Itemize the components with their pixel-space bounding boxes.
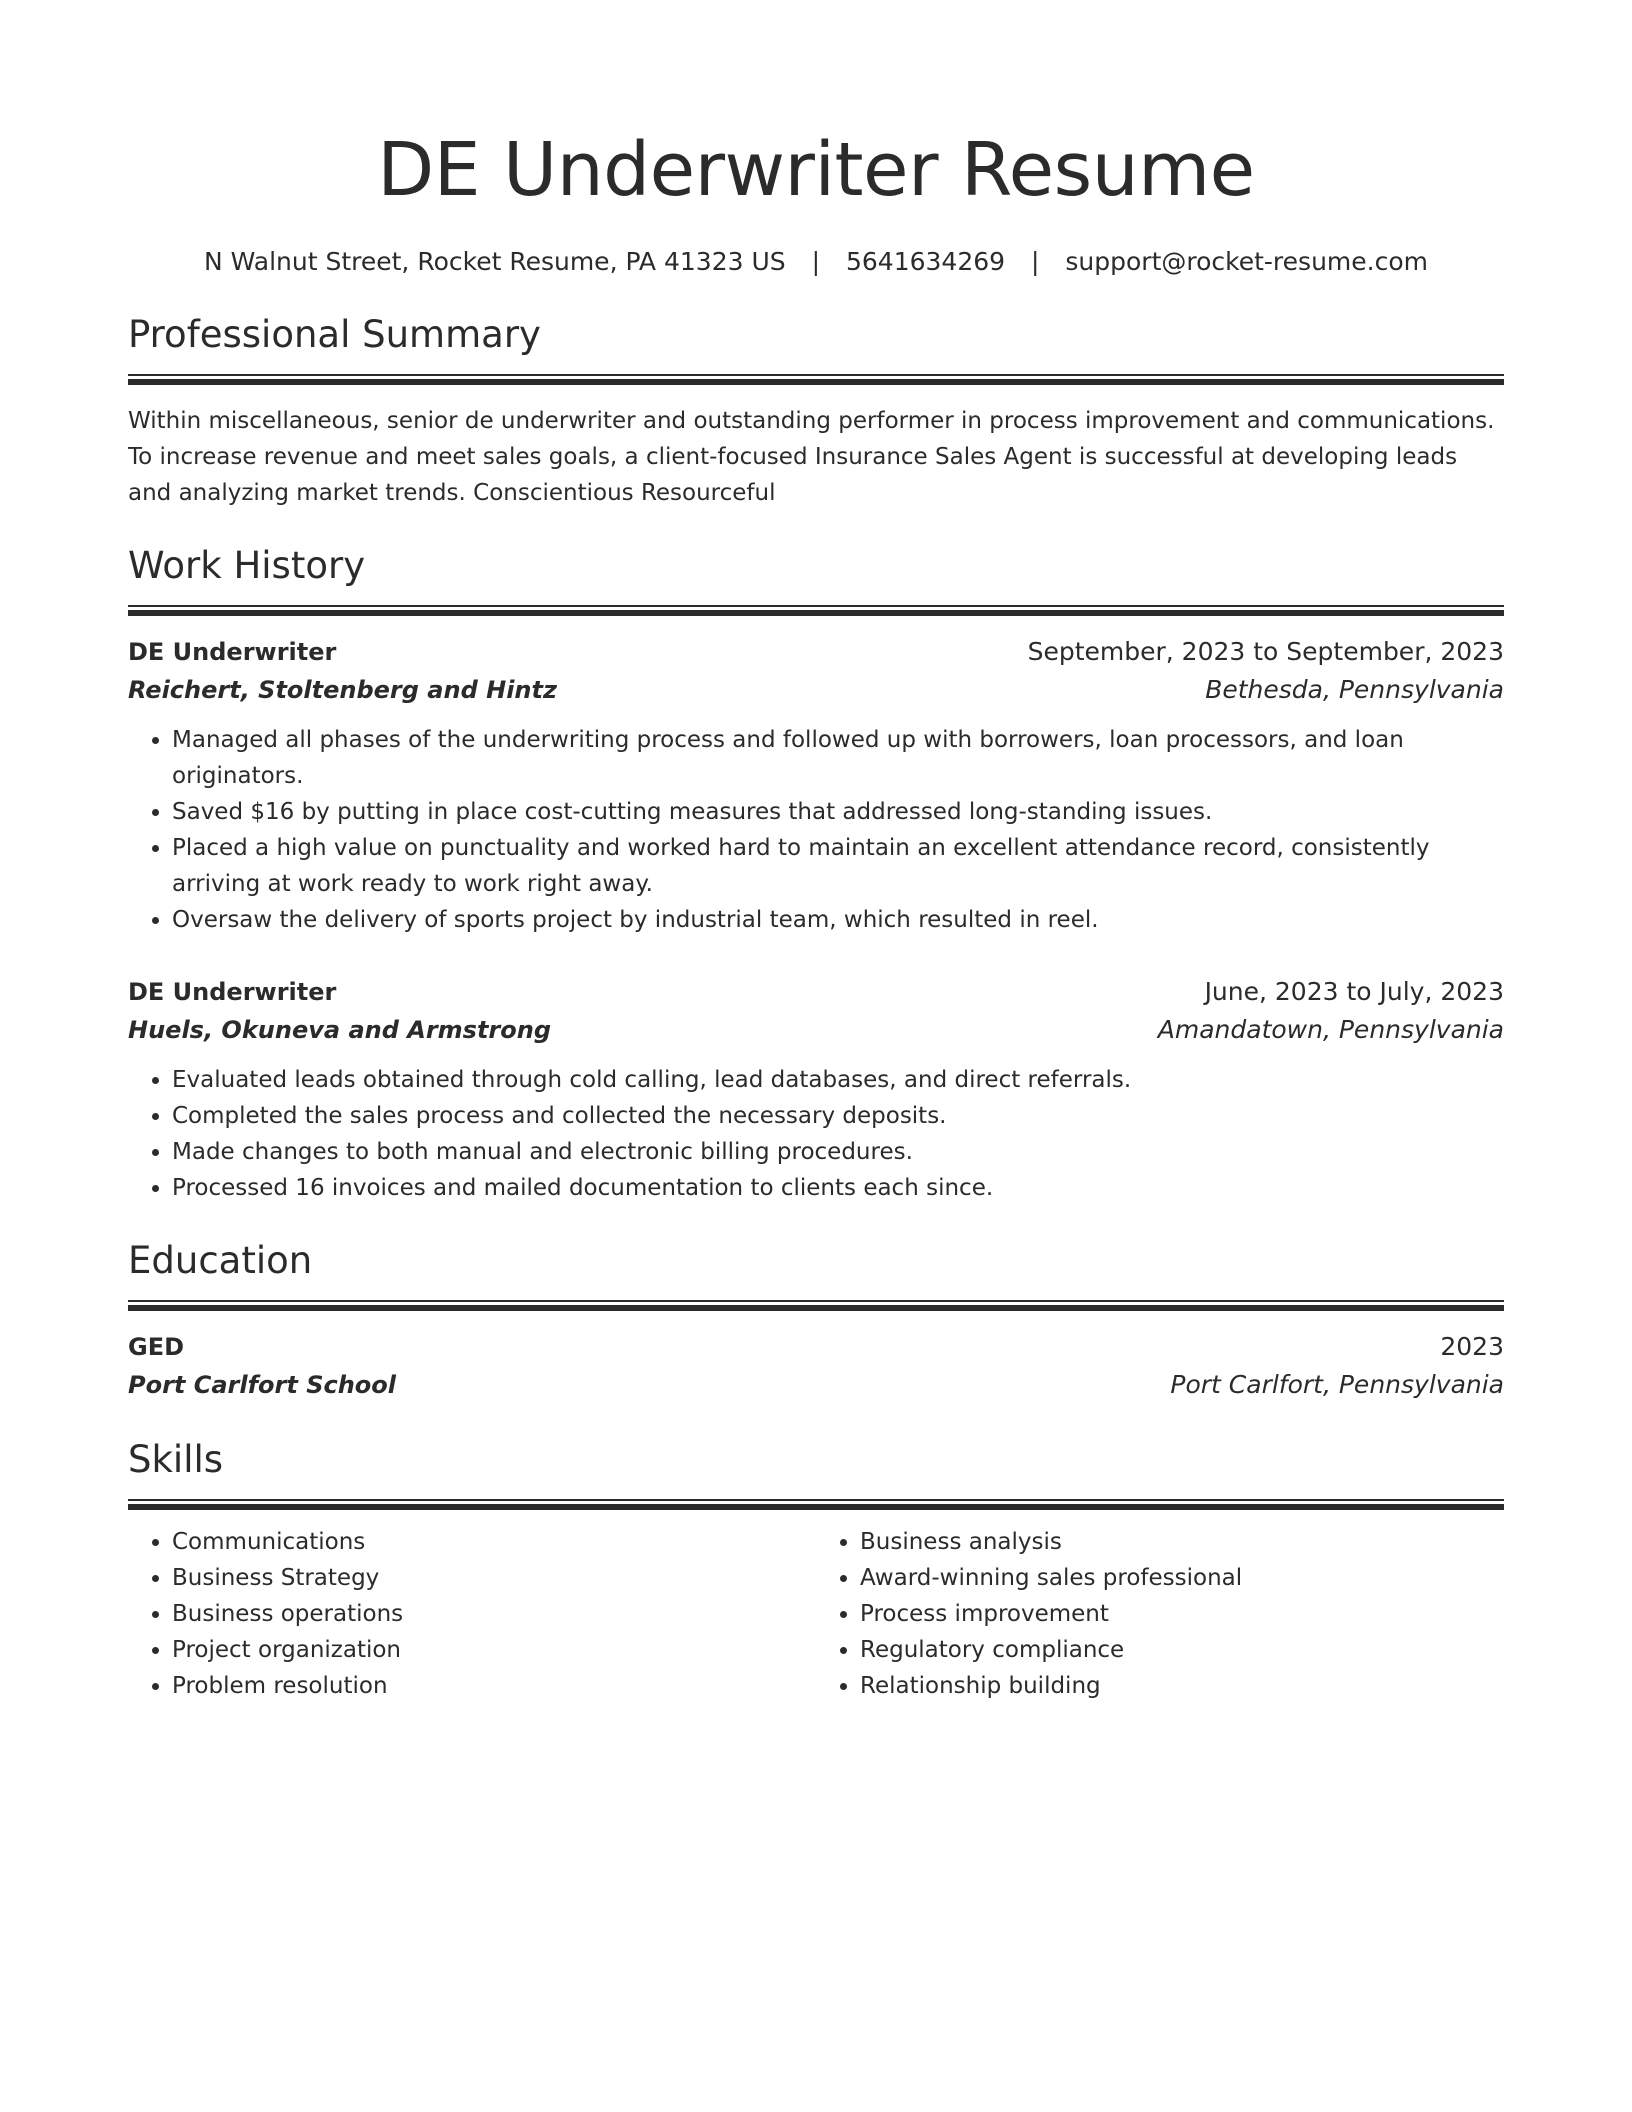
skill-item: • Communications bbox=[172, 1524, 816, 1560]
skill-item: • Project organization bbox=[172, 1632, 816, 1668]
job-location: Amandatown, Pennsylvania bbox=[1157, 1015, 1504, 1044]
skill-item: • Business operations bbox=[172, 1596, 816, 1632]
list-item: • Saved $16 by putting in place cost-cutting measures that addressed long-standing issues. bbox=[172, 794, 1504, 830]
education-school: Port Carlfort School bbox=[128, 1371, 397, 1399]
list-item: • Placed a high value on punctuality and worked hard to maintain an excellent attendance record, consistently arriving at work ready to work right away. bbox=[172, 830, 1504, 902]
list-item: • Completed the sales process and collected the necessary deposits. bbox=[172, 1098, 1504, 1134]
skill-item: • Relationship building bbox=[860, 1668, 1504, 1704]
skills-grid bbox=[128, 1524, 1504, 1704]
job-dates: June, 2023 to July, 2023 bbox=[1204, 977, 1504, 1006]
job-entry bbox=[128, 974, 1504, 1206]
job-title: DE Underwriter bbox=[128, 638, 337, 666]
summary-text: Within miscellaneous, senior de underwriter and outstanding performer in process improvement and communications. To increase revenue and meet sales goals, a client-focused Insurance Sales Agent is successful at developing leads and analyzing market trends. Conscientious Resourceful bbox=[128, 408, 1495, 506]
resume-title: DE Underwriter Resume bbox=[377, 127, 1255, 213]
education-year: 2023 bbox=[1440, 1332, 1504, 1361]
section-heading: Professional Summary bbox=[128, 313, 541, 356]
education-section bbox=[128, 1236, 1504, 1405]
contact-separator: | bbox=[811, 247, 821, 276]
professional-summary-section bbox=[128, 310, 1504, 511]
education-header-row bbox=[128, 1329, 1504, 1365]
section-divider bbox=[128, 374, 1504, 385]
skill-item: • Business Strategy bbox=[172, 1560, 816, 1596]
job-bullets bbox=[128, 1062, 1504, 1206]
skill-item: • Regulatory compliance bbox=[860, 1632, 1504, 1668]
skills-section bbox=[128, 1435, 1504, 1704]
contact-email: support@rocket-resume.com bbox=[1065, 247, 1428, 276]
skills-list-right bbox=[816, 1524, 1504, 1704]
list-item: • Made changes to both manual and electronic billing procedures. bbox=[172, 1134, 1504, 1170]
section-heading: Education bbox=[128, 1239, 313, 1282]
job-location: Bethesda, Pennsylvania bbox=[1205, 675, 1504, 704]
job-bullets bbox=[128, 722, 1504, 938]
section-divider bbox=[128, 1300, 1504, 1311]
section-heading: Skills bbox=[128, 1438, 224, 1481]
contact-phone: 5641634269 bbox=[845, 247, 1006, 276]
section-divider bbox=[128, 605, 1504, 616]
education-location: Port Carlfort, Pennsylvania bbox=[1170, 1370, 1504, 1399]
job-header-row bbox=[128, 634, 1504, 670]
job-company-row bbox=[128, 670, 1504, 710]
education-school-row bbox=[128, 1365, 1504, 1405]
skills-list-left bbox=[128, 1524, 816, 1704]
education-degree: GED bbox=[128, 1333, 185, 1361]
job-company: Huels, Okuneva and Armstrong bbox=[128, 1016, 552, 1044]
section-heading: Work History bbox=[128, 544, 366, 587]
job-dates: September, 2023 to September, 2023 bbox=[1027, 637, 1504, 666]
contact-address: N Walnut Street, Rocket Resume, PA 41323 US bbox=[204, 247, 786, 276]
skill-item: • Business analysis bbox=[860, 1524, 1504, 1560]
contact-separator: | bbox=[1031, 247, 1040, 276]
job-company: Reichert, Stoltenberg and Hintz bbox=[128, 676, 557, 704]
list-item: • Processed 16 invoices and mailed documentation to clients each since. bbox=[172, 1170, 1504, 1206]
education-entry bbox=[128, 1329, 1504, 1405]
skill-item: • Process improvement bbox=[860, 1596, 1504, 1632]
list-item: • Evaluated leads obtained through cold calling, lead databases, and direct referrals. bbox=[172, 1062, 1504, 1098]
job-company-row bbox=[128, 1010, 1504, 1050]
contact-line bbox=[128, 244, 1504, 280]
list-item: • Managed all phases of the underwriting process and followed up with borrowers, loan processors, and loan originators. bbox=[172, 722, 1504, 794]
job-header-row bbox=[128, 974, 1504, 1010]
job-entry bbox=[128, 634, 1504, 938]
list-item: • Oversaw the delivery of sports project by industrial team, which resulted in reel. bbox=[172, 902, 1504, 938]
work-history-section bbox=[128, 541, 1504, 1206]
job-title: DE Underwriter bbox=[128, 978, 337, 1006]
skill-item: • Problem resolution bbox=[172, 1668, 816, 1704]
skill-item: • Award-winning sales professional bbox=[860, 1560, 1504, 1596]
section-divider bbox=[128, 1499, 1504, 1510]
